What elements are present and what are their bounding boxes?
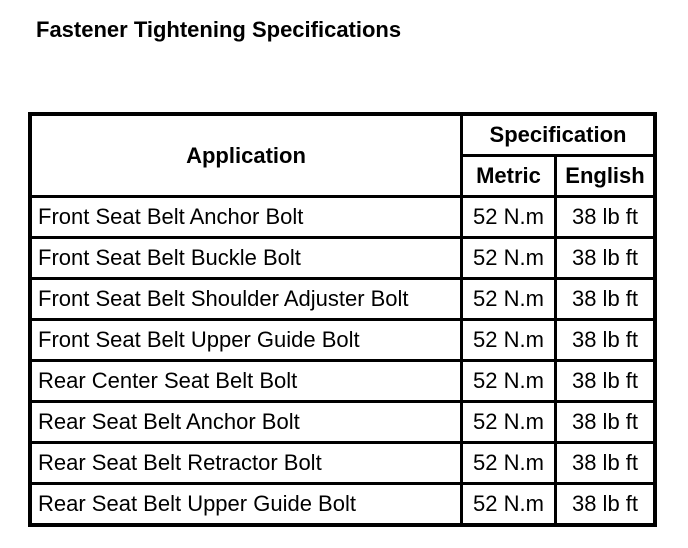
row-6-metric: 52 N.m bbox=[463, 403, 554, 441]
row-7-english: 38 lb ft bbox=[557, 444, 653, 482]
row-6-application: Rear Seat Belt Anchor Bolt bbox=[32, 403, 460, 441]
row-7-metric: 52 N.m bbox=[463, 444, 554, 482]
row-2-metric: 52 N.m bbox=[463, 239, 554, 277]
row-3-english: 38 lb ft bbox=[557, 280, 653, 318]
fastener-spec-table bbox=[28, 112, 657, 527]
row-5-english: 38 lb ft bbox=[557, 362, 653, 400]
row-3-metric: 52 N.m bbox=[463, 280, 554, 318]
header-metric: Metric bbox=[463, 157, 554, 195]
row-5-application: Rear Center Seat Belt Bolt bbox=[32, 362, 460, 400]
row-8-english: 38 lb ft bbox=[557, 485, 653, 523]
header-english: English bbox=[557, 157, 653, 195]
row-4-english: 38 lb ft bbox=[557, 321, 653, 359]
header-application: Application bbox=[32, 116, 460, 195]
row-8-application: Rear Seat Belt Upper Guide Bolt bbox=[32, 485, 460, 523]
header-specification: Specification bbox=[463, 116, 653, 154]
row-4-application: Front Seat Belt Upper Guide Bolt bbox=[32, 321, 460, 359]
row-1-english: 38 lb ft bbox=[557, 198, 653, 236]
row-6-english: 38 lb ft bbox=[557, 403, 653, 441]
page-title: Fastener Tightening Specifications bbox=[36, 17, 402, 42]
row-3-application: Front Seat Belt Shoulder Adjuster Bolt bbox=[32, 280, 460, 318]
row-7-application: Rear Seat Belt Retractor Bolt bbox=[32, 444, 460, 482]
row-2-english: 38 lb ft bbox=[557, 239, 653, 277]
row-8-metric: 52 N.m bbox=[463, 485, 554, 523]
row-1-application: Front Seat Belt Anchor Bolt bbox=[32, 198, 460, 236]
row-5-metric: 52 N.m bbox=[463, 362, 554, 400]
row-1-metric: 52 N.m bbox=[463, 198, 554, 236]
row-2-application: Front Seat Belt Buckle Bolt bbox=[32, 239, 460, 277]
row-4-metric: 52 N.m bbox=[463, 321, 554, 359]
